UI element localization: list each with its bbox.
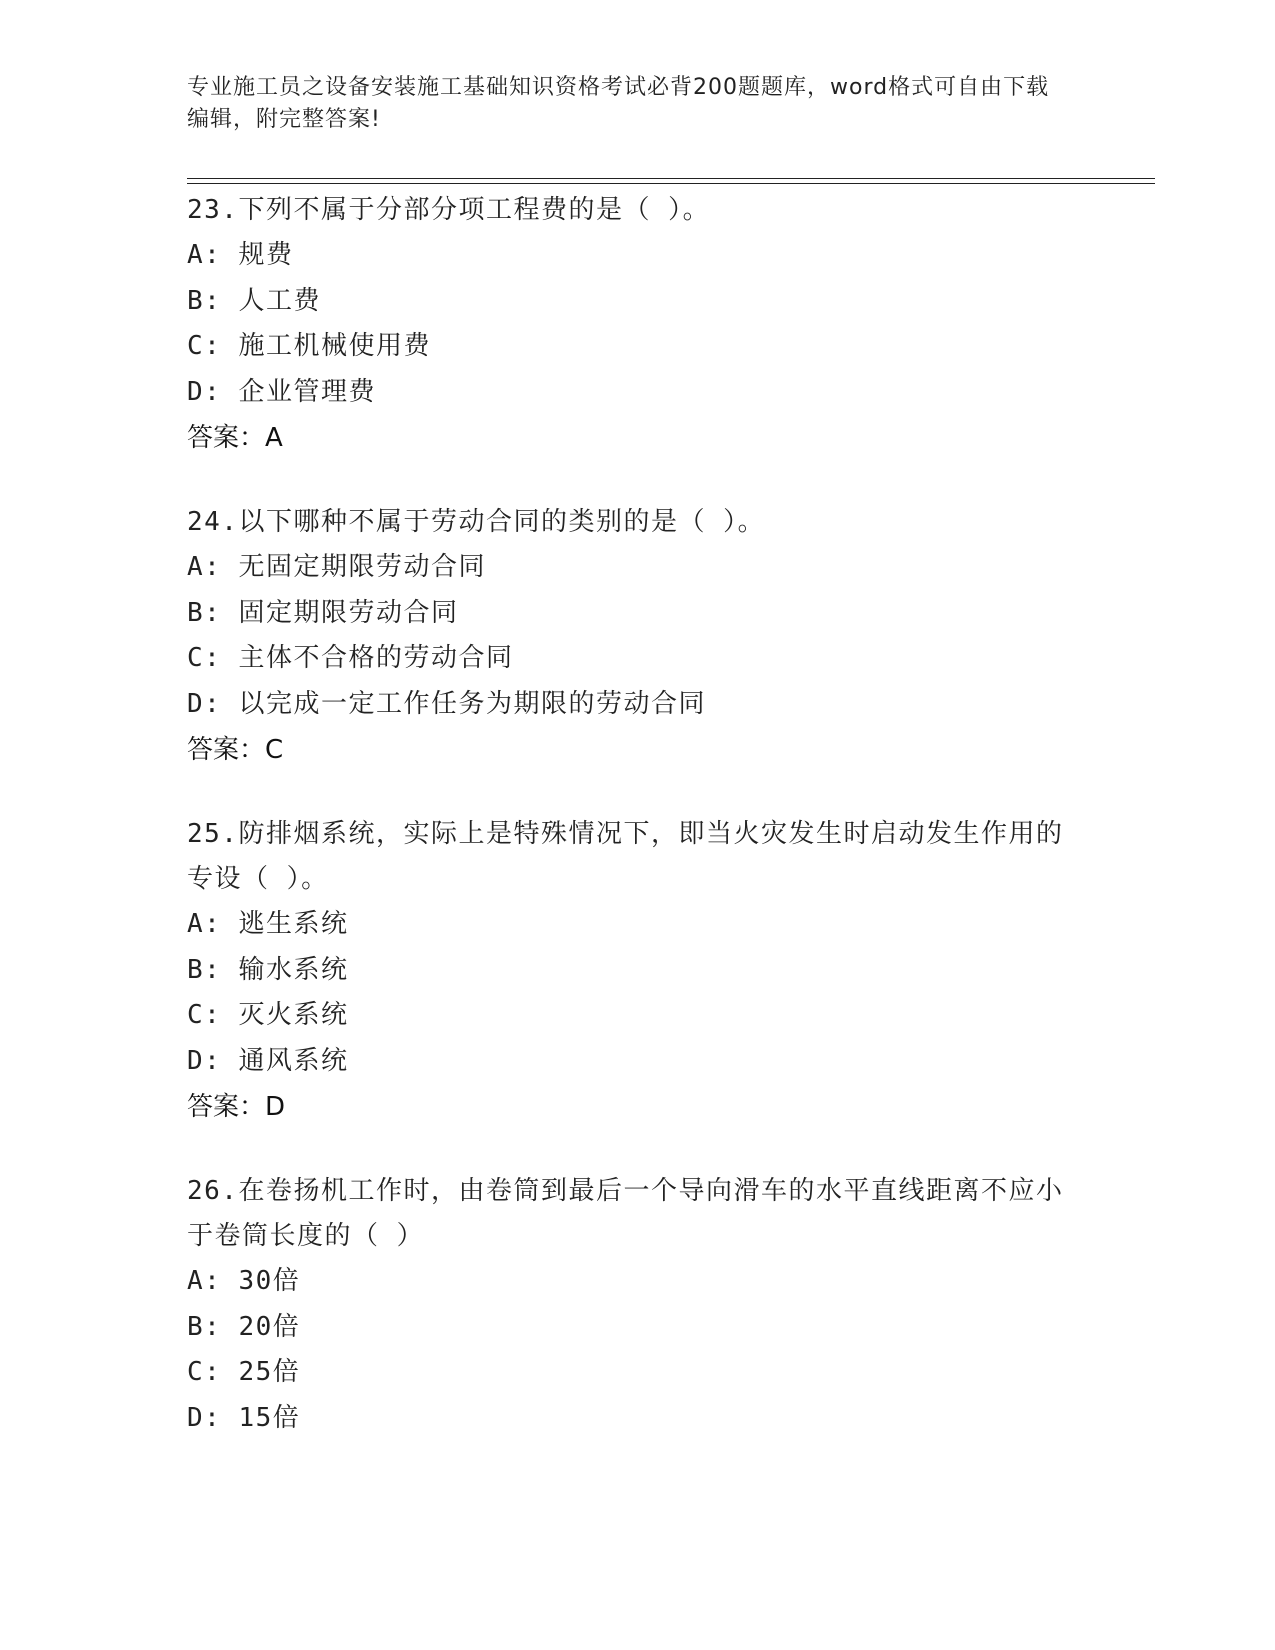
header-divider-bottom: [187, 183, 1155, 184]
option-c: C: 施工机械使用费: [187, 331, 431, 361]
question-24: [187, 500, 1087, 773]
question-stem: 26.在卷扬机工作时，由卷筒到最后一个导向滑车的水平直线距离不应小于卷筒长度的（ ）: [187, 1176, 1064, 1251]
question-25: [187, 812, 1087, 1130]
option-a: A: 逃生系统: [187, 909, 349, 939]
option-a: A: 无固定期限劳动合同: [187, 552, 486, 582]
option-d: D: 15倍: [187, 1402, 301, 1433]
option-d: D: 以完成一定工作任务为期限的劳动合同: [187, 688, 706, 719]
question-stem: 25.防排烟系统，实际上是特殊情况下，即当火灾发生时启动发生作用的专设（ ）。: [187, 819, 1064, 894]
header-divider-top: [187, 178, 1155, 179]
option-b: B: 固定期限劳动合同: [187, 597, 459, 628]
question-23: [187, 188, 1087, 461]
option-b: B: 人工费: [187, 285, 321, 316]
question-stem: 24.以下哪种不属于劳动合同的类别的是（ ）。: [187, 507, 766, 537]
document-header: 专业施工员之设备安装施工基础知识资格考试必背200题题库，word格式可自由下载编辑，附完整答案!: [187, 75, 1050, 132]
answer-label: 答案：D: [187, 1092, 286, 1122]
question-stem: 23.下列不属于分部分项工程费的是（ ）。: [187, 195, 711, 225]
option-c: C: 25倍: [187, 1357, 301, 1387]
option-c: C: 灭火系统: [187, 1000, 349, 1030]
option-b: B: 20倍: [187, 1311, 301, 1342]
option-c: C: 主体不合格的劳动合同: [187, 643, 514, 673]
option-b: B: 输水系统: [187, 954, 349, 985]
question-26: [187, 1169, 1087, 1441]
option-a: A: 规费: [187, 240, 294, 270]
answer-label: 答案：A: [187, 423, 283, 453]
answer-label: 答案：C: [187, 735, 284, 765]
option-a: A: 30倍: [187, 1266, 301, 1296]
option-d: D: 企业管理费: [187, 376, 376, 407]
question-list: [187, 188, 1087, 1480]
option-d: D: 通风系统: [187, 1045, 349, 1076]
